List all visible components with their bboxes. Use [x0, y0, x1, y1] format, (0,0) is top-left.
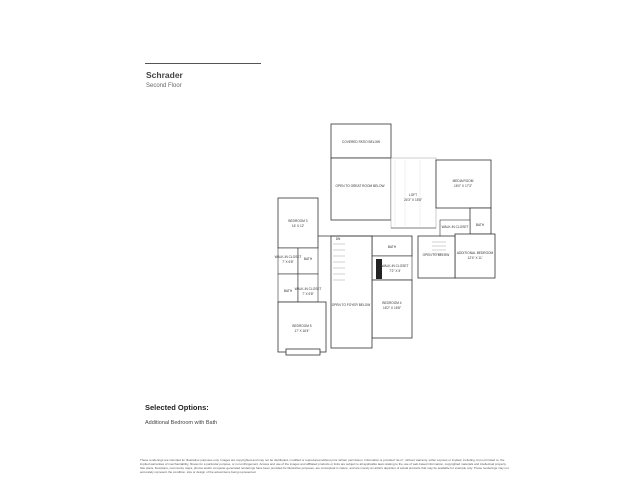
label-open-below: OPEN TO BELOW — [422, 253, 450, 257]
label-dn: DN — [335, 237, 341, 241]
label-additional-bedroom: ADDITIONAL BEDROOM — [456, 251, 494, 255]
selected-option-item: Additional Bedroom with Bath — [145, 420, 218, 426]
bath-d-area — [470, 208, 491, 234]
label-bedroom5-dim: 17' X 16'4" — [294, 329, 310, 333]
label-additional-bedroom-dim: 12'4" X 11' — [467, 256, 483, 260]
bath-a-area — [298, 248, 318, 274]
label-media-room-dim: 16'0" X 17'3" — [453, 184, 473, 188]
bedroom3-area — [278, 198, 318, 248]
label-bath-a: BATH — [303, 257, 313, 261]
label-walkin-a: WALK-IN CLOSET — [274, 255, 302, 259]
disclaimer-text: These renderings are intended for illustrative purposes only. Images are copyrighted and may not be distributed, modified or reproduced without prior written permission. Information is provided "as is", without warranty, either express or implied, including, but not limited to, the implied warranties of merchantability, fitness for a particular purpose, or non-infringement. Access and use of the images and affiliated products or links are subject to all applicable laws relating to the use of web-based information, copyrighted materials and intellectual property. Site plans, floorplans, community maps, photos and/or computer-generated renderings have been provided for illustrative purposes, are conceptual in nature, and are merely an artist's depiction of actual products that may be available for example only. These renderings may not accurately represent the condition, size or design of the actual items being represented. — [140, 458, 509, 474]
label-bedroom3-dim: 16' X 12' — [291, 224, 305, 228]
label-bedroom4-dim: 16'2" X 15'8" — [382, 306, 402, 310]
open-foyer-area — [331, 236, 372, 348]
label-walkin-d: WALK-IN CLOSET — [441, 225, 469, 229]
label-open-great-room: OPEN TO GREAT ROOM BELOW — [335, 184, 385, 188]
label-bath-d: BATH — [475, 223, 485, 227]
great-room-open-area — [331, 158, 391, 220]
label-covered-patio: COVERED PATIO BELOW — [341, 140, 381, 144]
label-bath-b: BATH — [283, 289, 293, 293]
label-bath-c: BATH — [387, 245, 397, 249]
label-bedroom5: BEDROOM 5 — [292, 324, 312, 328]
label-loft: LOFT — [408, 193, 418, 197]
label-walkin-c: WALK-IN CLOSET — [381, 264, 409, 268]
label-media-room: MEDIA ROOM — [452, 179, 474, 183]
selected-options-heading: Selected Options: — [145, 403, 209, 412]
label-open-foyer: OPEN TO FOYER BELOW — [331, 303, 371, 307]
label-walkin-b-dim: 7' X 6'8" — [302, 292, 314, 296]
plan-subtitle: Second Floor — [146, 83, 182, 89]
open-below-area — [418, 236, 455, 278]
label-loft-dim: 24'3" X 15'8" — [403, 198, 423, 202]
label-bedroom3: BEDROOM 3 — [288, 219, 308, 223]
label-walkin-c-dim: 7'2" X 5' — [389, 269, 401, 273]
label-bedroom4: BEDROOM 4 — [382, 301, 402, 305]
label-walkin-a-dim: 7' X 6'8" — [282, 260, 294, 264]
label-walkin-b: WALK-IN CLOSET — [294, 287, 322, 291]
plan-title: Schrader — [146, 70, 183, 80]
